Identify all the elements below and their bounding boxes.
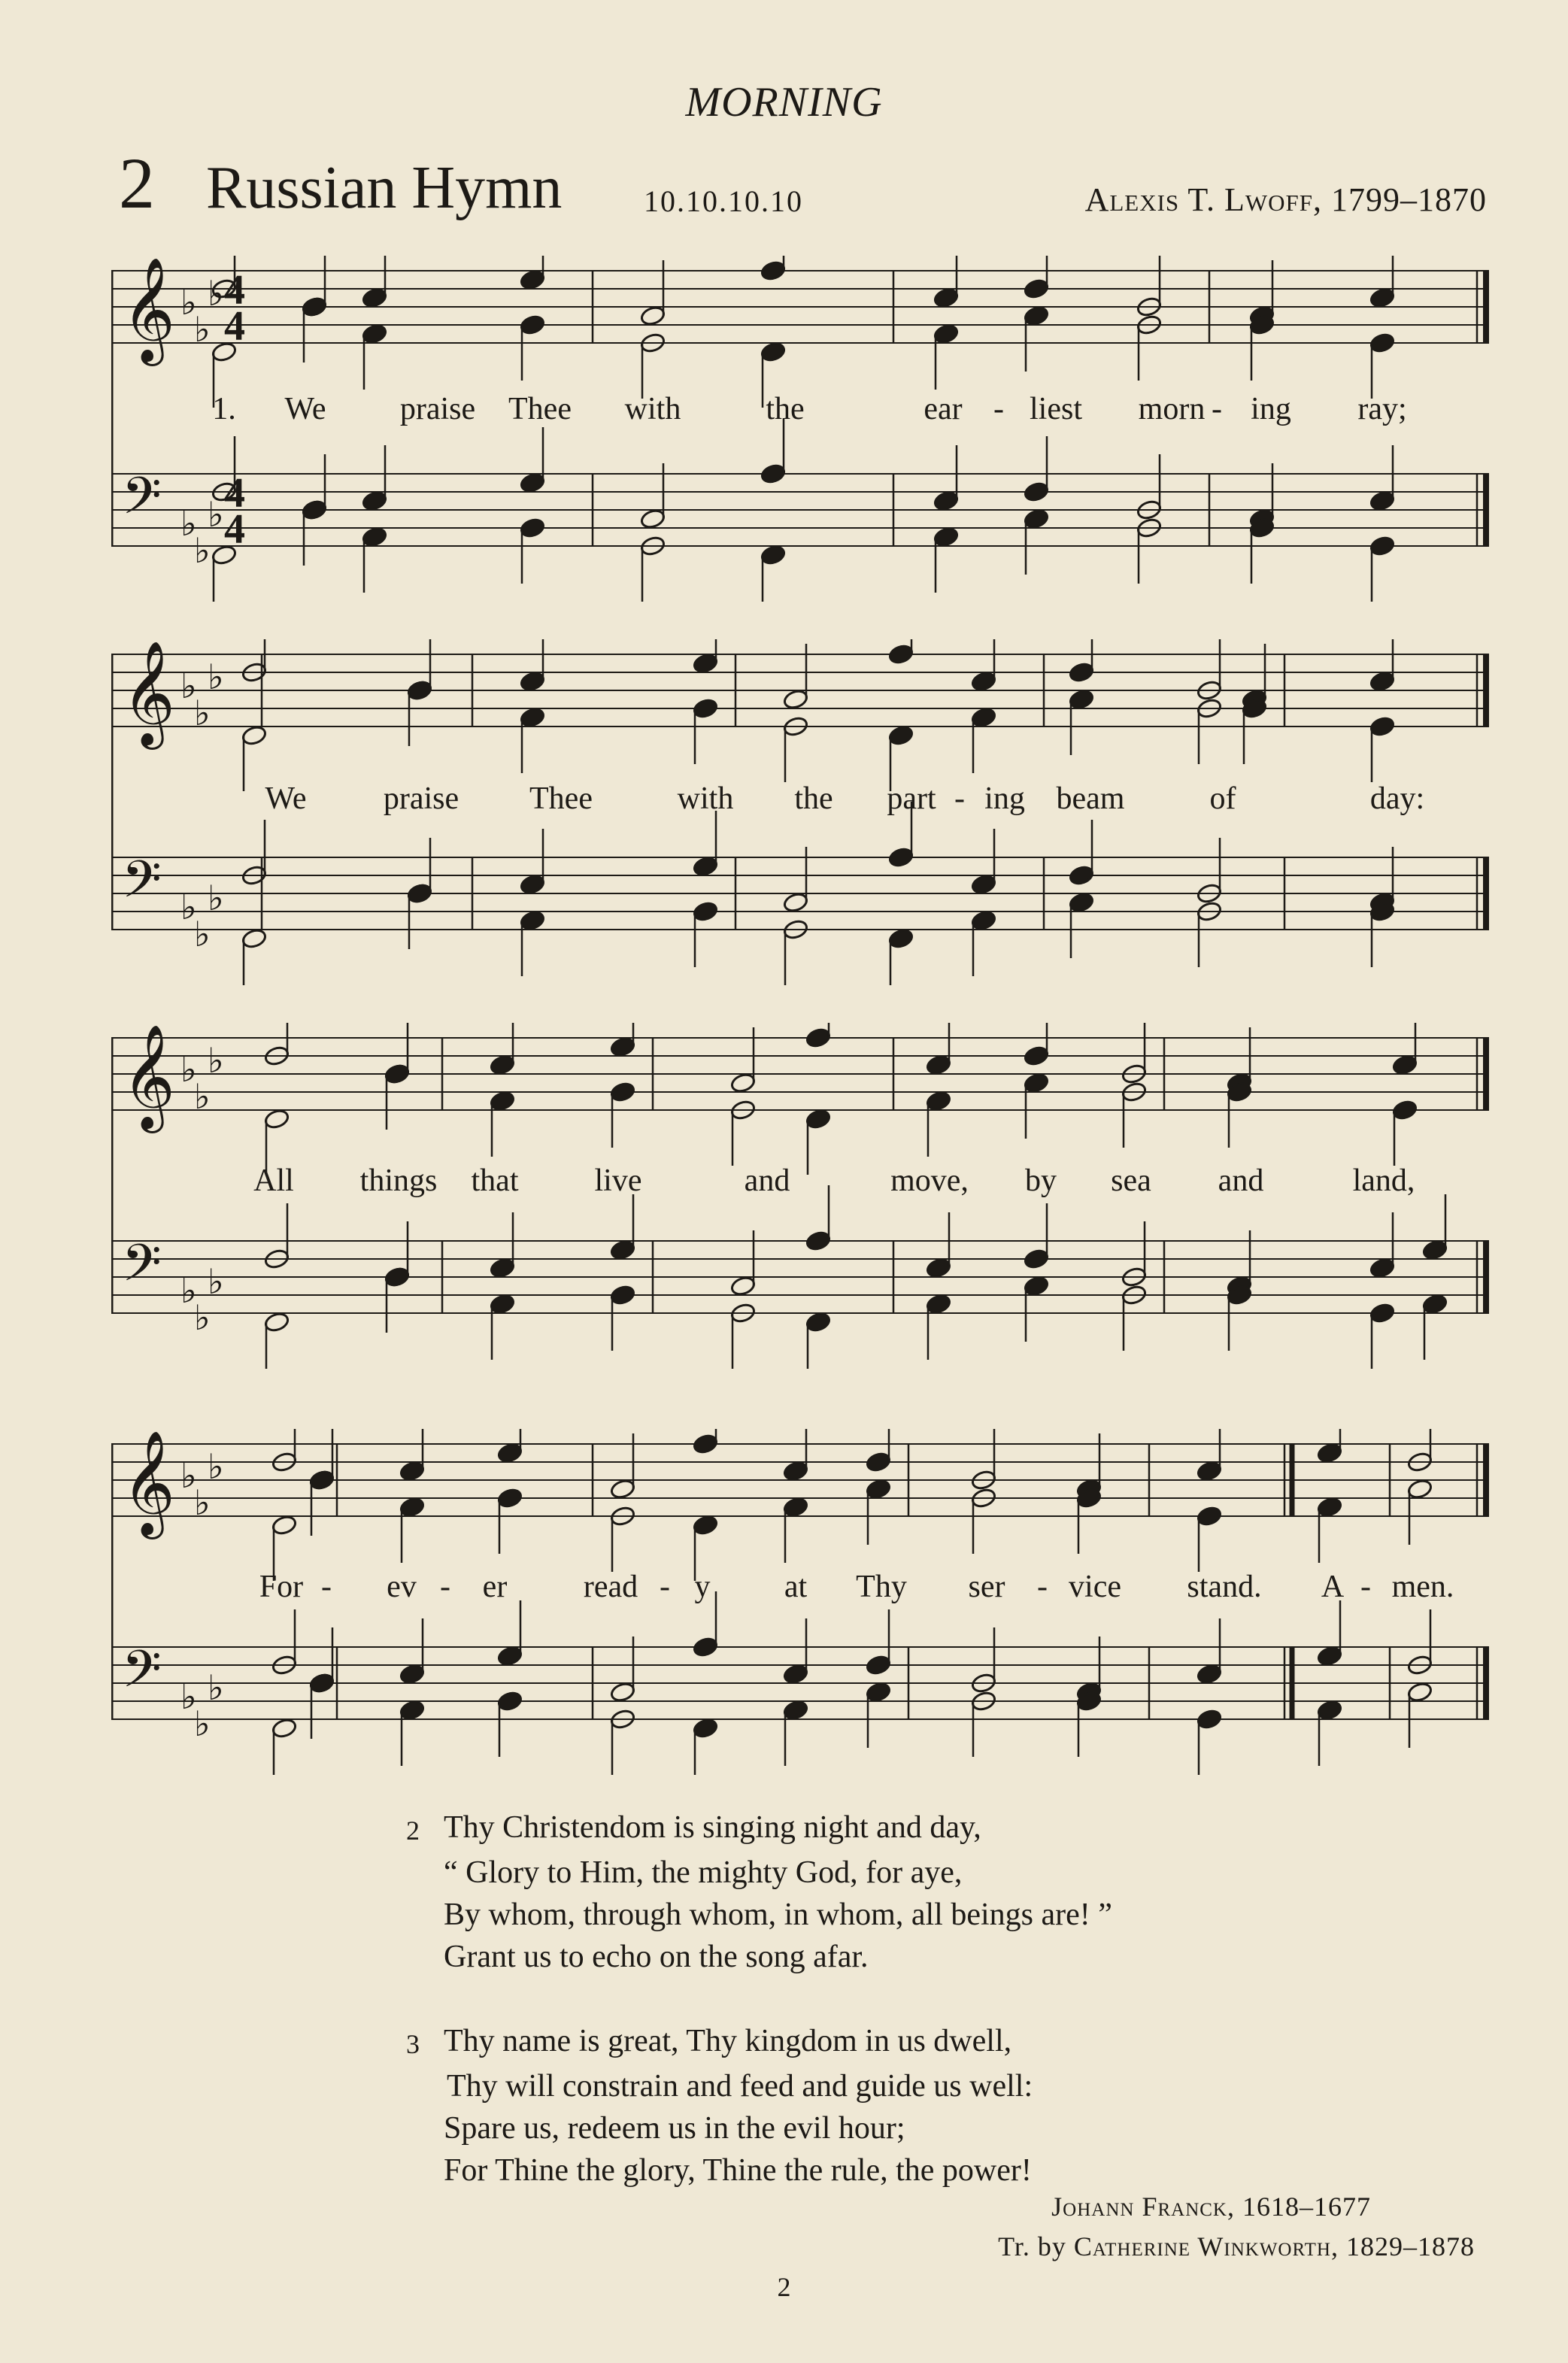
notehead-icon [805,1230,831,1251]
notehead-icon [782,1496,808,1518]
bass-clef-icon: 𝄢 [122,1234,162,1306]
syllable: land, [1352,1163,1415,1198]
notehead-icon [639,508,666,529]
notehead-icon [308,1672,335,1694]
stanza-2 [406,1806,1112,1978]
notehead-icon [399,1663,425,1685]
notehead-icon [519,706,545,728]
syllable: read [583,1570,638,1604]
notehead-icon [609,1284,635,1306]
notehead-icon [1023,1045,1049,1066]
notehead-icon [782,688,808,710]
hyphen: - [954,781,965,816]
notehead-icon [692,855,718,877]
notehead-icon [782,1460,808,1482]
flat-icon: ♭ [180,666,197,706]
translator-name: Catherine Winkworth, 1829–1878 [1073,2231,1475,2261]
notehead-icon [760,463,786,484]
syllable: liest [1030,392,1082,426]
lyric-line-2 [111,781,1489,826]
notehead-icon [782,891,808,913]
notehead-icon [519,873,545,895]
notehead-icon [1068,688,1094,710]
flat-icon: ♭ [194,530,211,571]
notehead-icon [1421,1239,1448,1260]
lyric-line-4 [111,1569,1489,1614]
notehead-icon [384,1266,410,1288]
notehead-icon [609,1239,635,1260]
notehead-icon [241,724,267,746]
section-heading: MORNING [685,79,883,126]
flat-icon: ♭ [208,273,224,314]
time-signature-top: 4 [224,470,245,517]
notehead-icon [782,1663,808,1685]
notehead-icon [399,1496,425,1518]
syllable: and [1218,1163,1264,1198]
notehead-icon [489,1293,515,1315]
notehead-icon [760,341,786,362]
notehead-icon [1023,305,1049,326]
syllable: All [253,1163,294,1198]
stanza-line: Thy Christendom is singing night and day, [444,1810,981,1845]
bass-clef-icon: 𝄢 [122,851,162,922]
syllable: praise [383,781,459,816]
notehead-icon [692,697,718,719]
notehead-icon [1421,1293,1448,1315]
notehead-icon [1391,1099,1418,1121]
notehead-icon [692,900,718,922]
notehead-icon [1369,670,1395,692]
stanza-3 [406,2020,1112,2192]
syllable: at [784,1570,808,1604]
notehead-icon [519,268,545,290]
hymn-composer: Alexis T. Lwoff, 1799–1870 [1084,181,1487,218]
notehead-icon [933,490,959,511]
notehead-icon [1196,1663,1222,1685]
notehead-icon [489,1257,515,1279]
notehead-icon [1391,1054,1418,1075]
syllable: the [794,781,833,816]
translator-prefix: Tr. by [998,2231,1066,2261]
notehead-icon [1369,1302,1395,1324]
notehead-icon [865,1478,891,1500]
notehead-icon [729,1275,756,1297]
time-signature-bottom: 4 [224,506,245,553]
flat-icon: ♭ [194,914,211,954]
flat-icon: ♭ [194,693,211,733]
stanza-line: By whom, through whom, in whom, all beings are! ” [444,1897,1112,1932]
notehead-icon [301,499,327,520]
syllable: men. [1391,1570,1454,1604]
syllable: move, [890,1163,969,1198]
notehead-icon [692,1636,718,1658]
notehead-icon [970,873,996,895]
notehead-icon [519,909,545,931]
syllable: ser [968,1570,1005,1604]
notehead-icon [782,1699,808,1721]
flat-icon: ♭ [180,503,197,544]
notehead-icon [496,1442,523,1464]
notehead-icon [1068,864,1094,886]
syllable: Thee [508,392,572,426]
text-author: Johann Franck, 1618–1677 [1051,2192,1371,2222]
syllable: live [594,1163,642,1198]
hyphen: - [1212,392,1222,426]
flat-icon: ♭ [208,878,224,918]
syllable: day: [1369,781,1425,816]
notehead-icon [609,1478,635,1500]
notehead-icon [887,846,914,868]
flat-icon: ♭ [194,1297,211,1338]
syllable: ing [1251,392,1291,426]
syllable: We [265,781,307,816]
notehead-icon [970,909,996,931]
flat-icon: ♭ [180,887,197,927]
flat-icon: ♭ [194,309,211,350]
notehead-icon [1316,1699,1342,1721]
notehead-icon [933,287,959,308]
flat-icon: ♭ [208,1667,224,1708]
syllable: We [284,392,326,426]
notehead-icon [865,1681,891,1703]
flat-icon: ♭ [208,1446,224,1487]
notehead-icon [805,1108,831,1130]
flat-icon: ♭ [194,1076,211,1117]
syllable: the [766,392,805,426]
notehead-icon [308,1469,335,1491]
flat-icon: ♭ [180,1455,197,1496]
syllable: with [677,781,734,816]
notehead-icon [1023,508,1049,529]
notehead-icon [1196,1708,1222,1730]
stanza-number: 3 [406,2029,420,2059]
notehead-icon [384,1063,410,1084]
syllable: Thy [856,1570,907,1604]
stanza-line: Thy name is great, Thy kingdom in us dwell, [444,2024,1012,2058]
notehead-icon [1316,1645,1342,1667]
time-signature-top: 4 [224,267,245,314]
stanza-line: For Thine the glory, Thine the rule, the power! [444,2153,1032,2188]
notehead-icon [1196,1460,1222,1482]
stanza-line: Thy will constrain and feed and guide us well: [447,2069,1033,2104]
notehead-icon [361,490,387,511]
flat-icon: ♭ [208,657,224,697]
notehead-icon [1369,1257,1395,1279]
syllable: er [482,1570,508,1604]
time-signature-bottom: 4 [224,303,245,350]
notehead-icon [1023,1275,1049,1297]
notehead-icon [1023,1072,1049,1094]
lyric-line-1 [111,391,1489,436]
lyric-line-3 [111,1163,1489,1208]
notehead-icon [692,1717,718,1739]
flat-icon: ♭ [194,1703,211,1744]
syllable: y [694,1570,711,1604]
notehead-icon [519,517,545,538]
hyphen: - [660,1570,670,1604]
notehead-icon [1023,481,1049,502]
notehead-icon [263,1108,290,1130]
flat-icon: ♭ [194,1482,211,1523]
bass-clef-icon: 𝄢 [122,467,162,538]
notehead-icon [639,305,666,326]
hyphen: - [440,1570,450,1604]
notehead-icon [970,670,996,692]
notehead-icon [805,1311,831,1333]
flat-icon: ♭ [208,1261,224,1302]
syllable: sea [1111,1163,1151,1198]
syllable: For [259,1570,304,1604]
notehead-icon [865,1451,891,1473]
additional-stanzas [406,1806,1112,2234]
notehead-icon [301,296,327,317]
hyphen: - [993,392,1004,426]
notehead-icon [925,1293,951,1315]
notehead-icon [399,1460,425,1482]
notehead-icon [271,1717,297,1739]
notehead-icon [692,652,718,674]
notehead-icon [399,1699,425,1721]
stanza-line: Spare us, redeem us in the evil hour; [444,2111,905,2146]
notehead-icon [489,1054,515,1075]
syllable: of [1209,781,1236,816]
flat-icon: ♭ [180,282,197,323]
hyphen: - [1037,1570,1048,1604]
flat-icon: ♭ [208,1040,224,1081]
syllable: stand. [1187,1570,1262,1604]
page-number: 2 [777,2272,791,2302]
notehead-icon [1406,1681,1433,1703]
hyphen: - [1360,1570,1371,1604]
syllable: A [1321,1570,1345,1604]
syllable: ing [984,781,1025,816]
notehead-icon [489,1090,515,1112]
notehead-icon [1369,287,1395,308]
notehead-icon [887,643,914,665]
hymn-meter: 10.10.10.10 [644,184,803,218]
notehead-icon [1369,715,1395,737]
notehead-icon [361,287,387,308]
syllable: by [1025,1163,1057,1198]
notehead-icon [361,323,387,344]
notehead-icon [519,472,545,493]
flat-icon: ♭ [180,1049,197,1090]
notehead-icon [609,1681,635,1703]
stanza-number: 2 [406,1815,420,1846]
notehead-icon [496,1487,523,1509]
notehead-icon [692,1514,718,1536]
notehead-icon [865,1654,891,1676]
syllable: that [471,1163,519,1198]
syllable: Thee [529,781,593,816]
treble-clef-icon: 𝄞 [122,257,175,362]
notehead-icon [241,927,267,949]
notehead-icon [271,1514,297,1536]
syllable: praise [399,392,476,426]
translator-credit [998,2231,1475,2262]
bass-clef-icon: 𝄢 [122,1640,162,1712]
notehead-icon [496,1690,523,1712]
syllable: beam [1056,781,1125,816]
notehead-icon [970,706,996,728]
notehead-icon [609,1036,635,1057]
notehead-icon [519,670,545,692]
stanza-line: Grant us to echo on the song afar. [444,1940,869,1974]
hymn-title: Russian Hymn [206,155,563,221]
notehead-icon [1369,535,1395,557]
notehead-icon [1196,1505,1222,1527]
notehead-icon [263,1311,290,1333]
notehead-icon [609,1081,635,1103]
notehead-icon [933,526,959,548]
notehead-icon [1023,278,1049,299]
notehead-icon [760,544,786,566]
notehead-icon [1068,891,1094,913]
flat-icon: ♭ [180,1270,197,1311]
syllable: and [744,1163,790,1198]
notehead-icon [805,1027,831,1048]
notehead-icon [496,1645,523,1667]
hyphen: - [321,1570,332,1604]
notehead-icon [729,1072,756,1094]
notehead-icon [925,1090,951,1112]
notehead-icon [1369,332,1395,353]
notehead-icon [933,323,959,344]
notehead-icon [406,882,432,904]
notehead-icon [1068,661,1094,683]
syllable: part [887,781,936,816]
notehead-icon [361,526,387,548]
syllable: things [359,1163,438,1198]
treble-clef-icon: 𝄞 [122,641,175,745]
stanza-line: “ Glory to Him, the mighty God, for aye, [444,1855,963,1890]
notehead-icon [1369,490,1395,511]
syllable: with [624,392,681,426]
syllable: ev [387,1570,417,1604]
notehead-icon [406,679,432,701]
notehead-icon [1023,1248,1049,1269]
notehead-icon [887,927,914,949]
syllable: vice [1069,1570,1121,1604]
notehead-icon [692,1433,718,1455]
verse-number: 1. [212,392,236,426]
notehead-icon [760,259,786,281]
syllable: ray; [1357,392,1407,426]
syllable: morn [1138,392,1206,426]
notehead-icon [1406,1478,1433,1500]
notehead-icon [887,724,914,746]
syllable: ear [924,392,963,426]
flat-icon: ♭ [180,1676,197,1717]
notehead-icon [1316,1442,1342,1464]
notehead-icon [1316,1496,1342,1518]
notehead-icon [925,1054,951,1075]
treble-clef-icon: 𝄞 [122,1430,175,1535]
notehead-icon [925,1257,951,1279]
treble-clef-icon: 𝄞 [122,1024,175,1129]
flat-icon: ♭ [208,494,224,535]
hymn-number: 2 [119,143,155,223]
notehead-icon [519,314,545,335]
